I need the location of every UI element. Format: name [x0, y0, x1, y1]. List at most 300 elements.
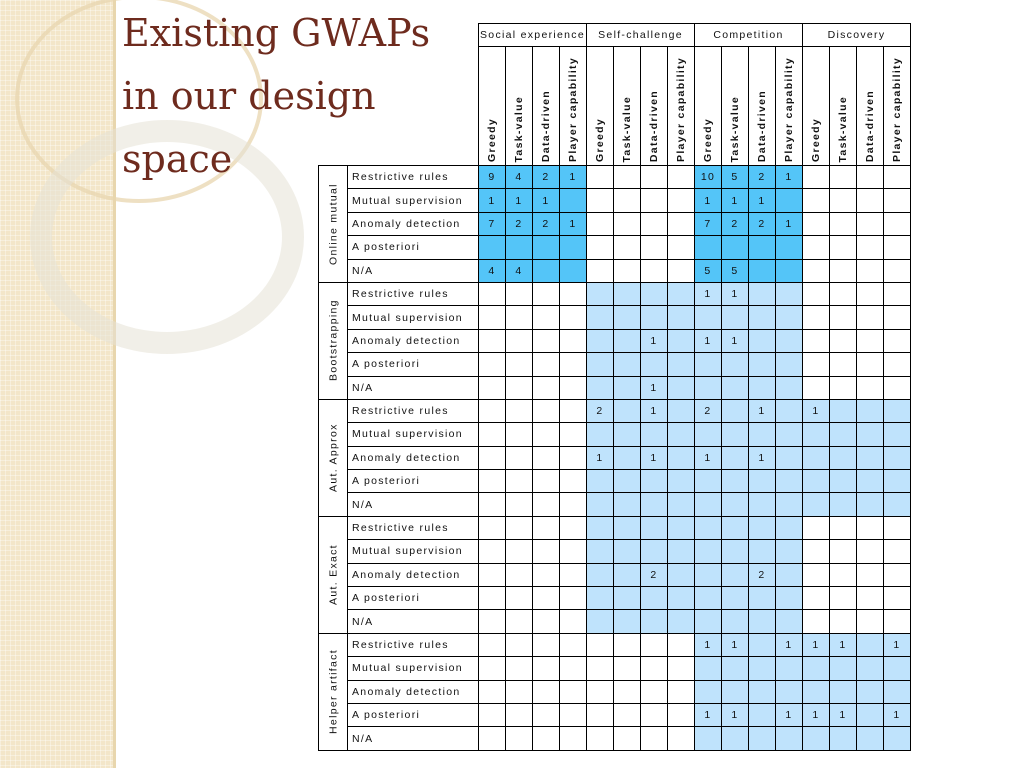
- count-cell: [749, 657, 776, 680]
- count-cell: [533, 446, 560, 469]
- count-cell: [479, 329, 506, 352]
- count-cell: [884, 563, 911, 586]
- count-cell: [614, 610, 641, 633]
- count-cell: [479, 703, 506, 726]
- count-cell: [641, 306, 668, 329]
- count-cell: [857, 399, 884, 422]
- count-cell: [533, 399, 560, 422]
- count-cell: [614, 306, 641, 329]
- count-cell: [641, 189, 668, 212]
- subcol-label: Task-value: [513, 95, 525, 162]
- mechanism-label: A posteriori: [348, 587, 479, 610]
- table-row: [319, 353, 911, 376]
- subcol-header: [506, 47, 533, 166]
- count-cell: [884, 657, 911, 680]
- count-cell: [695, 376, 722, 399]
- mechanism-label: Anomaly detection: [348, 563, 479, 586]
- count-cell: [749, 329, 776, 352]
- count-cell: [533, 516, 560, 539]
- count-cell: [776, 189, 803, 212]
- count-cell: [506, 587, 533, 610]
- table-row: [319, 306, 911, 329]
- subcol-header: [884, 47, 911, 166]
- count-cell: [722, 657, 749, 680]
- count-cell: [884, 212, 911, 235]
- table-row: [319, 727, 911, 750]
- count-cell: [722, 306, 749, 329]
- count-cell: [695, 353, 722, 376]
- count-cell: [695, 470, 722, 493]
- count-cell: [479, 516, 506, 539]
- mechanism-label: Restrictive rules: [348, 399, 479, 422]
- mechanism-label: Restrictive rules: [348, 166, 479, 189]
- count-cell: 5: [695, 259, 722, 282]
- count-cell: [749, 282, 776, 305]
- count-cell: [830, 306, 857, 329]
- table-row: [319, 516, 911, 539]
- count-cell: [587, 610, 614, 633]
- title-line-3: space: [122, 137, 233, 181]
- count-cell: 2: [749, 212, 776, 235]
- count-cell: [668, 282, 695, 305]
- count-cell: [884, 166, 911, 189]
- count-cell: [641, 212, 668, 235]
- count-cell: [668, 680, 695, 703]
- count-cell: [776, 610, 803, 633]
- count-cell: [830, 376, 857, 399]
- count-cell: [749, 703, 776, 726]
- count-cell: [695, 563, 722, 586]
- count-cell: [722, 610, 749, 633]
- count-cell: [614, 329, 641, 352]
- section-label: Aut. Approx: [319, 399, 348, 516]
- count-cell: [560, 516, 587, 539]
- count-cell: [776, 306, 803, 329]
- mechanism-label: Restrictive rules: [348, 516, 479, 539]
- count-cell: [722, 470, 749, 493]
- count-cell: [668, 516, 695, 539]
- count-cell: [614, 446, 641, 469]
- count-cell: [587, 703, 614, 726]
- mechanism-label: N/A: [348, 493, 479, 516]
- count-cell: [641, 236, 668, 259]
- count-cell: [614, 703, 641, 726]
- count-cell: [614, 259, 641, 282]
- count-cell: [830, 423, 857, 446]
- subcol-header: [533, 47, 560, 166]
- count-cell: [749, 493, 776, 516]
- count-cell: [884, 727, 911, 750]
- count-cell: 2: [587, 399, 614, 422]
- table-row: [319, 282, 911, 305]
- count-cell: [722, 516, 749, 539]
- count-cell: 5: [722, 259, 749, 282]
- count-cell: [857, 633, 884, 656]
- count-cell: [776, 540, 803, 563]
- count-cell: [614, 540, 641, 563]
- count-cell: [857, 470, 884, 493]
- count-cell: [830, 212, 857, 235]
- count-cell: [776, 587, 803, 610]
- table-row: [319, 540, 911, 563]
- count-cell: 10: [695, 166, 722, 189]
- mechanism-label: Anomaly detection: [348, 446, 479, 469]
- table-row: [319, 680, 911, 703]
- count-cell: [695, 727, 722, 750]
- count-cell: [884, 493, 911, 516]
- count-cell: [749, 727, 776, 750]
- count-cell: [884, 587, 911, 610]
- count-cell: [884, 446, 911, 469]
- count-cell: [776, 680, 803, 703]
- subcol-header: [560, 47, 587, 166]
- subcol-label: Task-value: [621, 95, 633, 162]
- count-cell: [506, 657, 533, 680]
- count-cell: 1: [695, 282, 722, 305]
- count-cell: [830, 727, 857, 750]
- count-cell: [857, 727, 884, 750]
- count-cell: [803, 470, 830, 493]
- count-cell: [560, 329, 587, 352]
- count-cell: 1: [776, 212, 803, 235]
- count-cell: [695, 423, 722, 446]
- subcol-label: Greedy: [594, 118, 606, 162]
- count-cell: [803, 166, 830, 189]
- mechanism-label: A posteriori: [348, 470, 479, 493]
- count-cell: [560, 446, 587, 469]
- count-cell: [776, 470, 803, 493]
- count-cell: [479, 423, 506, 446]
- count-cell: [803, 493, 830, 516]
- group-header: Discovery: [803, 24, 911, 47]
- count-cell: [857, 493, 884, 516]
- count-cell: [830, 446, 857, 469]
- count-cell: 4: [506, 259, 533, 282]
- count-cell: [857, 446, 884, 469]
- count-cell: [560, 282, 587, 305]
- subcol-label: Data-driven: [540, 89, 552, 162]
- table-row: [319, 446, 911, 469]
- count-cell: [587, 680, 614, 703]
- table-row: [319, 470, 911, 493]
- count-cell: [803, 563, 830, 586]
- count-cell: [668, 189, 695, 212]
- count-cell: 2: [722, 212, 749, 235]
- count-cell: 1: [560, 166, 587, 189]
- count-cell: [884, 189, 911, 212]
- count-cell: [506, 493, 533, 516]
- count-cell: 1: [803, 703, 830, 726]
- title-line-2: in our design: [122, 74, 376, 118]
- count-cell: [614, 633, 641, 656]
- count-cell: [587, 353, 614, 376]
- subcol-header: [857, 47, 884, 166]
- count-cell: [560, 493, 587, 516]
- count-cell: 1: [722, 282, 749, 305]
- count-cell: [884, 516, 911, 539]
- count-cell: [506, 680, 533, 703]
- count-cell: [506, 563, 533, 586]
- count-cell: [803, 189, 830, 212]
- count-cell: [830, 282, 857, 305]
- count-cell: [533, 470, 560, 493]
- count-cell: [884, 423, 911, 446]
- count-cell: [884, 399, 911, 422]
- count-cell: [614, 282, 641, 305]
- count-cell: [560, 353, 587, 376]
- count-cell: [533, 563, 560, 586]
- count-cell: [776, 423, 803, 446]
- count-cell: [587, 259, 614, 282]
- count-cell: [533, 353, 560, 376]
- mechanism-label: Restrictive rules: [348, 633, 479, 656]
- count-cell: [857, 353, 884, 376]
- count-cell: [506, 470, 533, 493]
- count-cell: [803, 306, 830, 329]
- count-cell: 1: [695, 703, 722, 726]
- subcol-header: [668, 47, 695, 166]
- count-cell: [614, 423, 641, 446]
- count-cell: 1: [722, 703, 749, 726]
- group-header: Self-challenge: [587, 24, 695, 47]
- mechanism-label: N/A: [348, 610, 479, 633]
- count-cell: [506, 376, 533, 399]
- count-cell: [587, 329, 614, 352]
- mechanism-label: N/A: [348, 376, 479, 399]
- count-cell: [587, 166, 614, 189]
- count-cell: [749, 516, 776, 539]
- table-row: [319, 399, 911, 422]
- count-cell: [749, 306, 776, 329]
- count-cell: 1: [695, 633, 722, 656]
- count-cell: [668, 329, 695, 352]
- subcol-label: Data-driven: [864, 89, 876, 162]
- count-cell: [560, 680, 587, 703]
- subcol-header: [641, 47, 668, 166]
- count-cell: [803, 727, 830, 750]
- count-cell: [506, 446, 533, 469]
- count-cell: 1: [560, 212, 587, 235]
- count-cell: 5: [722, 166, 749, 189]
- count-cell: [560, 399, 587, 422]
- count-cell: [884, 329, 911, 352]
- count-cell: [857, 166, 884, 189]
- count-cell: [587, 540, 614, 563]
- count-cell: [533, 727, 560, 750]
- count-cell: 1: [641, 376, 668, 399]
- count-cell: [479, 236, 506, 259]
- count-cell: [749, 353, 776, 376]
- count-cell: [668, 470, 695, 493]
- count-cell: [776, 516, 803, 539]
- mechanism-label: N/A: [348, 259, 479, 282]
- table-row: [319, 166, 911, 189]
- count-cell: [722, 727, 749, 750]
- count-cell: 1: [506, 189, 533, 212]
- count-cell: [884, 680, 911, 703]
- count-cell: [668, 423, 695, 446]
- count-cell: [668, 727, 695, 750]
- count-cell: [776, 376, 803, 399]
- table-row: [319, 563, 911, 586]
- count-cell: [803, 259, 830, 282]
- count-cell: [857, 259, 884, 282]
- count-cell: [857, 236, 884, 259]
- count-cell: [749, 633, 776, 656]
- mechanism-label: Mutual supervision: [348, 306, 479, 329]
- table-row: [319, 633, 911, 656]
- count-cell: [560, 703, 587, 726]
- count-cell: [560, 540, 587, 563]
- count-cell: [857, 703, 884, 726]
- count-cell: [776, 282, 803, 305]
- header-spacer: [319, 47, 479, 166]
- count-cell: [776, 657, 803, 680]
- count-cell: [479, 587, 506, 610]
- count-cell: [641, 727, 668, 750]
- count-cell: [857, 329, 884, 352]
- count-cell: [614, 189, 641, 212]
- count-cell: [560, 657, 587, 680]
- count-cell: [668, 610, 695, 633]
- count-cell: [614, 376, 641, 399]
- count-cell: [668, 703, 695, 726]
- count-cell: [695, 610, 722, 633]
- count-cell: [830, 680, 857, 703]
- count-cell: [614, 166, 641, 189]
- table-row: [319, 587, 911, 610]
- subcol-header: [776, 47, 803, 166]
- count-cell: [479, 680, 506, 703]
- count-cell: 1: [749, 189, 776, 212]
- count-cell: [803, 516, 830, 539]
- count-cell: [641, 703, 668, 726]
- subcol-header: [614, 47, 641, 166]
- count-cell: [803, 376, 830, 399]
- count-cell: [668, 306, 695, 329]
- count-cell: 1: [722, 633, 749, 656]
- count-cell: [830, 657, 857, 680]
- count-cell: [587, 727, 614, 750]
- count-cell: [587, 212, 614, 235]
- count-cell: [803, 423, 830, 446]
- count-cell: [668, 633, 695, 656]
- mechanism-label: Mutual supervision: [348, 657, 479, 680]
- count-cell: 1: [641, 446, 668, 469]
- count-cell: [803, 446, 830, 469]
- section-label: Aut. Exact: [319, 516, 348, 633]
- count-cell: [560, 236, 587, 259]
- count-cell: [614, 470, 641, 493]
- count-cell: [884, 470, 911, 493]
- count-cell: [641, 493, 668, 516]
- count-cell: [668, 587, 695, 610]
- count-cell: [884, 540, 911, 563]
- count-cell: [722, 587, 749, 610]
- count-cell: [722, 680, 749, 703]
- table-row: [319, 189, 911, 212]
- count-cell: [695, 236, 722, 259]
- count-cell: [533, 703, 560, 726]
- count-cell: [587, 516, 614, 539]
- subcol-header: [695, 47, 722, 166]
- count-cell: [803, 282, 830, 305]
- count-cell: 1: [641, 399, 668, 422]
- count-cell: [614, 587, 641, 610]
- count-cell: [587, 236, 614, 259]
- count-cell: [641, 610, 668, 633]
- count-cell: [587, 282, 614, 305]
- table-row: [319, 236, 911, 259]
- count-cell: [479, 563, 506, 586]
- count-cell: 1: [803, 399, 830, 422]
- subcol-label: Player capability: [783, 57, 795, 162]
- subcol-header: [587, 47, 614, 166]
- subcol-label: Data-driven: [648, 89, 660, 162]
- count-cell: [641, 166, 668, 189]
- count-cell: [506, 236, 533, 259]
- count-cell: [803, 587, 830, 610]
- count-cell: [749, 423, 776, 446]
- count-cell: [506, 727, 533, 750]
- count-cell: [641, 633, 668, 656]
- count-cell: [884, 259, 911, 282]
- table-row: [319, 703, 911, 726]
- count-cell: [803, 540, 830, 563]
- count-cell: [641, 470, 668, 493]
- count-cell: [722, 423, 749, 446]
- count-cell: [803, 329, 830, 352]
- count-cell: [884, 306, 911, 329]
- count-cell: [776, 353, 803, 376]
- count-cell: [695, 516, 722, 539]
- count-cell: [506, 610, 533, 633]
- count-cell: [749, 587, 776, 610]
- count-cell: [641, 540, 668, 563]
- count-cell: [857, 563, 884, 586]
- count-cell: [830, 259, 857, 282]
- count-cell: [614, 212, 641, 235]
- mechanism-label: Mutual supervision: [348, 189, 479, 212]
- count-cell: [830, 470, 857, 493]
- count-cell: 1: [830, 703, 857, 726]
- group-header: Competition: [695, 24, 803, 47]
- count-cell: [587, 423, 614, 446]
- count-cell: [668, 166, 695, 189]
- table-row: [319, 493, 911, 516]
- count-cell: 1: [641, 329, 668, 352]
- count-cell: [614, 727, 641, 750]
- count-cell: 7: [479, 212, 506, 235]
- count-cell: [668, 399, 695, 422]
- count-cell: [641, 259, 668, 282]
- count-cell: [479, 353, 506, 376]
- count-cell: [506, 329, 533, 352]
- count-cell: [857, 306, 884, 329]
- count-cell: [641, 680, 668, 703]
- count-cell: 1: [479, 189, 506, 212]
- count-cell: [803, 236, 830, 259]
- mechanism-label: Anomaly detection: [348, 680, 479, 703]
- count-cell: [668, 657, 695, 680]
- table-row: [319, 212, 911, 235]
- count-cell: [560, 259, 587, 282]
- mechanism-label: Anomaly detection: [348, 212, 479, 235]
- count-cell: [857, 282, 884, 305]
- count-cell: [533, 306, 560, 329]
- count-cell: [857, 212, 884, 235]
- count-cell: [722, 446, 749, 469]
